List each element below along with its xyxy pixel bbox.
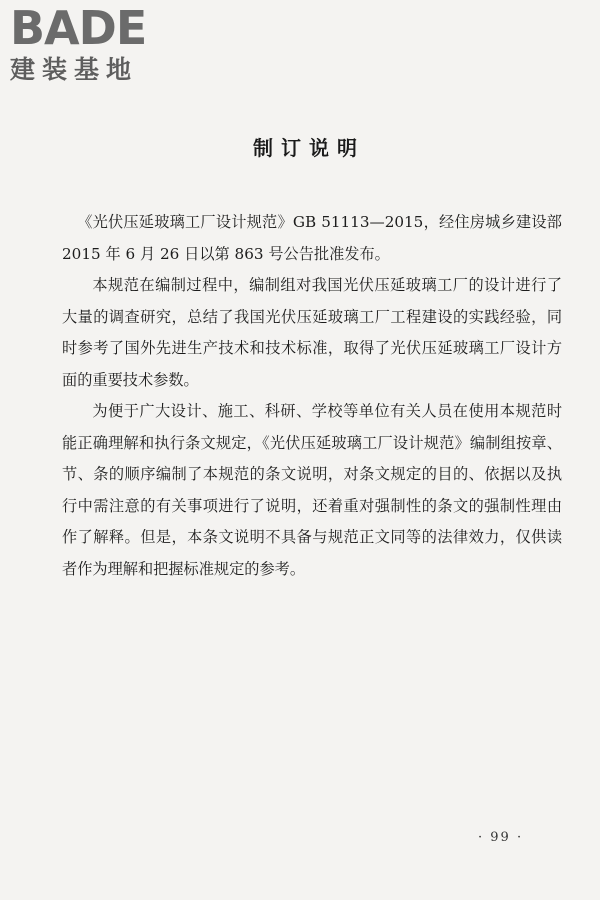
paragraph-2: 本规范在编制过程中，编制组对我国光伏压延玻璃工厂的设计进行了大量的调查研究，总结了我国光伏压延玻璃工厂工程建设的实践经验，同时参考了国外先进生产技术和技术标准，取得了光伏压延玻璃工厂设计方面的重要技术参数。 (62, 276, 562, 389)
bade-logo (10, 1, 175, 86)
page-title: 制订说明 (253, 136, 365, 160)
paragraph-1: 《光伏压延玻璃工厂设计规范》GB 51113—2015，经住房城乡建设部 2015 年 6 月 26 日以第 863 号公告批准发布。 (62, 213, 562, 263)
paragraph-3: 为便于广大设计、施工、科研、学校等单位有关人员在使用本规范时能正确理解和执行条文规定，《光伏压延玻璃工厂设计规范》编制组按章、节、条的顺序编制了本规范的条文说明，对条文规定的目的、依据以及执行中需注意的有关事项进行了说明，还着重对强制性的条文的强制性理由作了解释。但是，本条文说明不具备与规范正文同等的法律效力，仅供读者作为理解和把握标准规定的参考。 (62, 402, 562, 578)
logo-chinese-name: 建装基地 (10, 55, 139, 84)
document-body (62, 207, 562, 585)
logo-wordmark: BADE (10, 1, 147, 55)
page-number: · 99 · (478, 830, 524, 845)
